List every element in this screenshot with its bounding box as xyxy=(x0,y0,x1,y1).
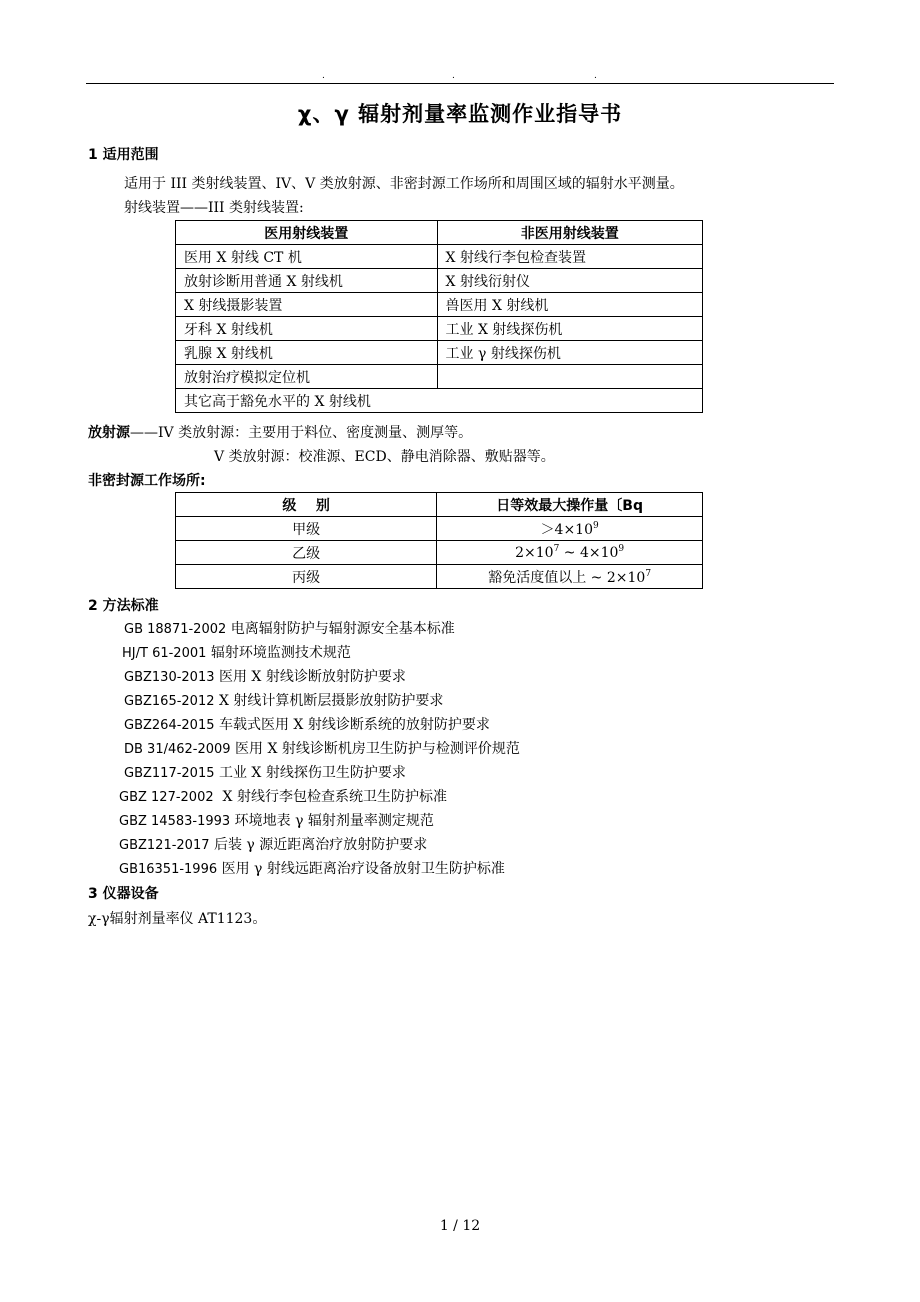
column-header: 非医用射线装置 xyxy=(437,221,702,245)
table-cell: 兽医用 X 射线机 xyxy=(437,293,702,317)
standard-name: 车载式医用 X 射线诊断系统的放射防护要求 xyxy=(218,717,490,733)
header-dots xyxy=(86,72,834,80)
standard-code: GBZ130-2013 xyxy=(124,670,215,685)
table-cell xyxy=(437,541,703,565)
value-exponent: 7 xyxy=(553,543,560,554)
standard-code: HJ/T 61-2001 xyxy=(122,646,207,661)
standard-item xyxy=(119,836,427,855)
standard-code: GBZ 14583-1993 xyxy=(119,814,231,829)
table-cell: 工业 X 射线探伤机 xyxy=(437,317,702,341)
standard-code: GBZ165-2012 xyxy=(124,694,215,709)
standard-code: GBZ117-2015 xyxy=(124,766,215,781)
table-cell: 放射诊断用普通 X 射线机 xyxy=(176,269,438,293)
section-1-heading: 1 适用范围 xyxy=(88,147,159,163)
table-row xyxy=(176,341,703,365)
header-rule xyxy=(86,83,834,84)
value-text: 2×10 xyxy=(515,544,554,561)
table-row xyxy=(176,269,703,293)
table-cell: 甲级 xyxy=(176,517,437,541)
table-cell: X 射线摄影装置 xyxy=(176,293,438,317)
table-cell: X 射线行李包检查装置 xyxy=(437,245,702,269)
standard-item xyxy=(124,740,520,759)
sources-label: 放射源 xyxy=(88,425,130,441)
value-text: ~ 4×10 xyxy=(559,544,619,561)
value-exponent: 7 xyxy=(645,568,652,579)
standard-name: 医用 X 射线诊断机房卫生防护与检测评价规范 xyxy=(235,741,520,757)
table-cell: X 射线衍射仪 xyxy=(437,269,702,293)
standard-code: GBZ264-2015 xyxy=(124,718,215,733)
table-row xyxy=(176,565,703,589)
column-header: 日等效最大操作量〔Bq xyxy=(437,493,703,517)
scope-intro: 适用于 III 类射线装置、IV、V 类放射源、非密封源工作场所和周围区域的辐射水平测量。 xyxy=(124,176,684,192)
page-title: χ、γ 辐射剂量率监测作业指导书 xyxy=(297,102,623,126)
column-header: 医用射线装置 xyxy=(176,221,438,245)
table-cell-full-row: 其它高于豁免水平的 X 射线机 xyxy=(176,389,703,413)
table-row xyxy=(176,389,703,413)
standard-item xyxy=(124,620,455,639)
table-cell: 工业 γ 射线探伤机 xyxy=(437,341,702,365)
table-cell: 乳腺 X 射线机 xyxy=(176,341,438,365)
sources-iv-text: ——IV 类放射源：主要用于料位、密度测量、测厚等。 xyxy=(130,425,473,441)
standard-code: GB16351-1996 xyxy=(119,862,218,877)
devices-table xyxy=(175,220,703,413)
instrument-text: χ-γ辐射剂量率仪 AT1123。 xyxy=(88,911,267,927)
table-cell: 丙级 xyxy=(176,565,437,589)
table-cell xyxy=(437,517,703,541)
sites-table xyxy=(175,492,703,589)
page-number: 1 / 12 xyxy=(439,1218,481,1234)
header-dot: . xyxy=(594,71,597,81)
value-text: 豁免活度值以上 ~ 2×10 xyxy=(488,569,646,586)
table-row xyxy=(176,317,703,341)
standard-code: DB 31/462-2009 xyxy=(124,742,231,757)
table-row xyxy=(176,245,703,269)
header-dot: . xyxy=(452,71,455,81)
section-2-heading: 2 方法标准 xyxy=(88,598,159,614)
standard-name: X 射线行李包检查系统卫生防护标准 xyxy=(218,789,447,805)
table-header-row xyxy=(176,221,703,245)
section-3-heading: 3 仪器设备 xyxy=(88,886,159,902)
standard-item xyxy=(119,812,434,831)
header-dot: . xyxy=(322,71,325,81)
sites-label: 非密封源工作场所: xyxy=(88,473,206,489)
standard-code: GBZ 127-2002 xyxy=(119,790,214,805)
table-cell xyxy=(437,565,703,589)
standard-item xyxy=(124,668,406,687)
standard-item xyxy=(124,692,443,711)
value-text: ＞4×10 xyxy=(540,521,593,538)
standard-name: 电离辐射防护与辐射源安全基本标准 xyxy=(230,621,455,637)
table-row xyxy=(176,293,703,317)
standard-name: 工业 X 射线探伤卫生防护要求 xyxy=(218,765,406,781)
standard-item xyxy=(124,764,406,783)
table-cell: 乙级 xyxy=(176,541,437,565)
table-cell: 放射治疗模拟定位机 xyxy=(176,365,438,389)
standard-name: 环境地表 γ 辐射剂量率测定规范 xyxy=(234,813,434,829)
standard-item xyxy=(124,716,490,735)
table-cell xyxy=(437,365,702,389)
standard-name: 医用 X 射线诊断放射防护要求 xyxy=(218,669,406,685)
value-exponent: 9 xyxy=(618,543,625,554)
standard-item xyxy=(119,860,505,879)
devices-label: 射线装置——III 类射线装置: xyxy=(124,200,304,216)
standard-name: 医用 γ 射线远距离治疗设备放射卫生防护标准 xyxy=(221,861,505,877)
column-header: 级 别 xyxy=(176,493,437,517)
sources-v-text: V 类放射源：校准源、ECD、静电消除器、敷贴器等。 xyxy=(214,449,555,465)
standard-name: 后装 γ 源近距离治疗放射防护要求 xyxy=(213,837,428,853)
sources-line-iv xyxy=(88,424,472,442)
standard-code: GBZ121-2017 xyxy=(119,838,210,853)
standard-item xyxy=(122,644,351,663)
table-row xyxy=(176,517,703,541)
standard-item xyxy=(119,788,447,807)
standard-name: 辐射环境监测技术规范 xyxy=(210,645,351,661)
table-cell: 牙科 X 射线机 xyxy=(176,317,438,341)
table-header-row xyxy=(176,493,703,517)
standard-code: GB 18871-2002 xyxy=(124,622,227,637)
standard-name: X 射线计算机断层摄影放射防护要求 xyxy=(218,693,444,709)
table-row xyxy=(176,541,703,565)
table-row xyxy=(176,365,703,389)
value-exponent: 9 xyxy=(593,520,599,531)
table-cell: 医用 X 射线 CT 机 xyxy=(176,245,438,269)
